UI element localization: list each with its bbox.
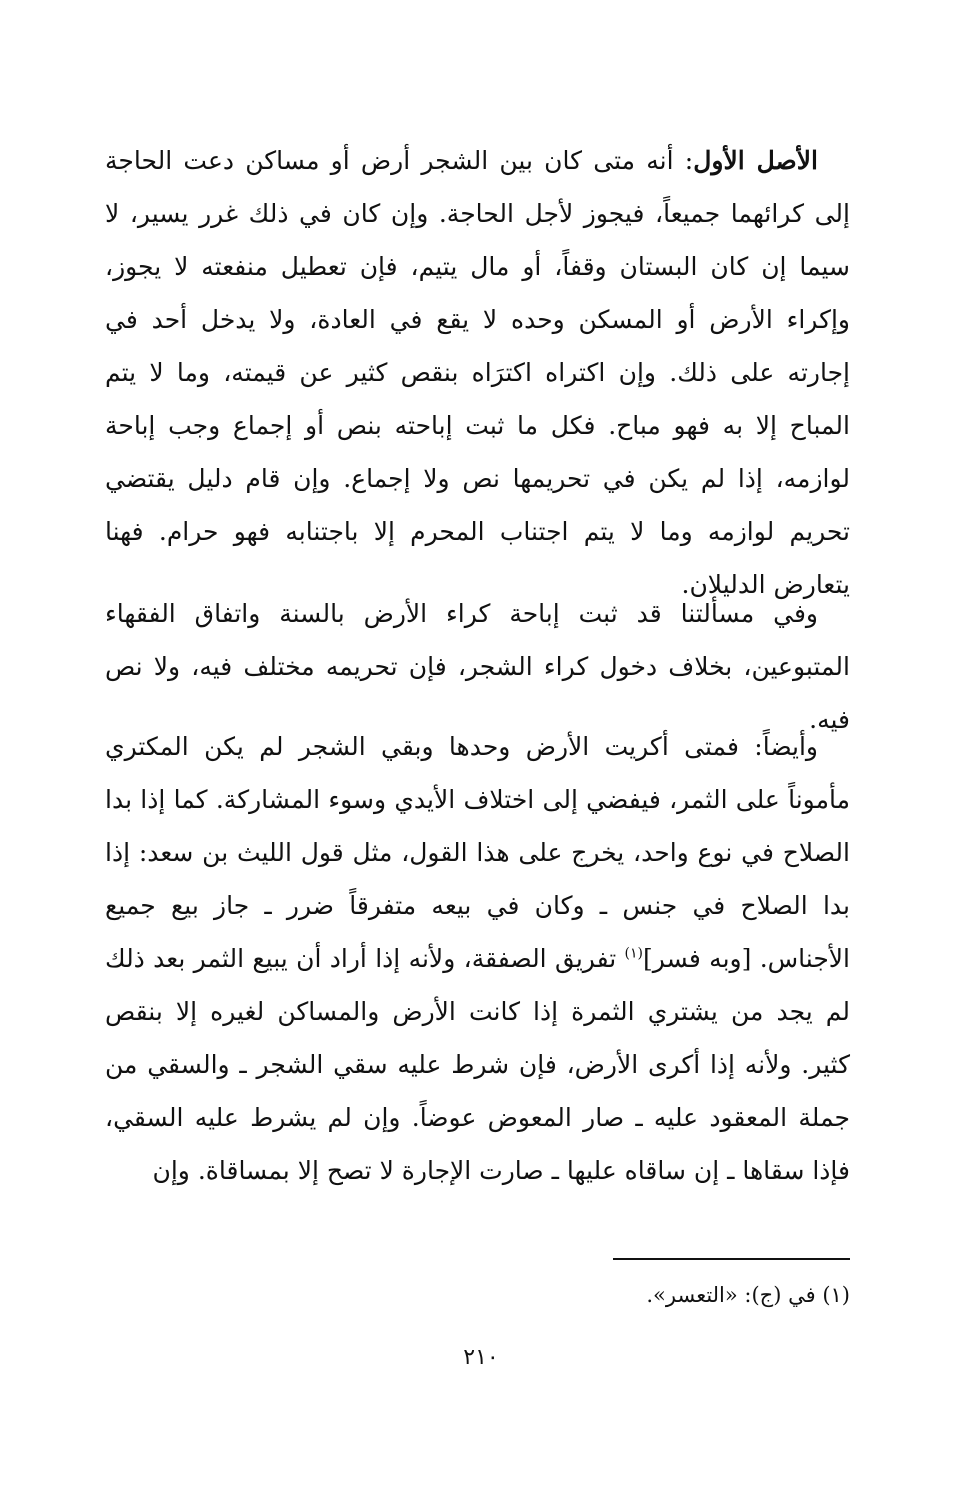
paragraph-2-text: وفي مسألتنا قد ثبت إباحة كراء الأرض بالسنة واتفاق الفقهاء المتبوعين، بخلاف دخول كراء الشجر، فإن تحريمه مختلف فيه، ولا نص فيه. — [105, 599, 850, 734]
paragraph-3-part-1: وأيضاً: فمتى أكريت الأرض وحدها وبقي الشجر لم يكن المكتري مأموناً على الثمر، فيفضي إلى اختلاف الأيدي وسوء المشاركة. كما إذا بدا الصلاح في نوع واحد، يخرج على هذا القول، مثل قول الليث بن سعد: إذا بدا الصلاح في جنس ـ وكان في بيعه متفرقاً ضرر ـ جاز بيع جميع الأجناس. [وبه فسر] — [105, 732, 851, 973]
section-heading: الأصل الأول — [693, 146, 818, 175]
paragraph-3 — [105, 720, 850, 1197]
paragraph-1-body: : أنه متى كان بين الشجر أرض أو مساكن دعت الحاجة إلى كرائهما جميعاً، فيجوز لأجل الحاجة. وإن كان في ذلك غرر يسير، لا سيما إن كان البستان وقفاً، أو مال يتيم، فإن تعطيل منفعته لا يجوز، وإكراء الأرض أو المسكن وحده لا يقع في العادة، ولا يدخل أحد في إجارته على ذلك. وإن اكتراه اكترَاه بنقص كثير عن قيمته، وما لا يتم المباح إلا به فهو مباح. فكل ما ثبت إباحته بنص أو إجماع وجب إباحة لوازمه، إذا لم يكن في تحريمها نص ولا إجماع. وإن قام دليل يقتضي تحريم لوازمه وما لا يتم اجتناب المحرم إلا باجتنابه فهو حرام. فهنا يتعارض الدليلان. — [105, 146, 850, 599]
paragraph-1-text — [105, 134, 850, 611]
page-number: ٢١٠ — [463, 1345, 499, 1370]
paragraph-3-part-2: تفريق الصفقة، ولأنه إذا أراد أن يبيع الثمر بعد ذلك لم يجد من يشتري الثمرة إذا كانت الأرض والمساكن لغيره إلا بنقص كثير. ولأنه إذا أكرى الأرض، فإن شرط عليه سقي الشجر ـ والسقي من جملة المعقود عليه ـ صار المعوض عوضاً. وإن لم يشرط عليه السقي، فإذا سقاها ـ إن ساقاه عليها ـ صارت الإجارة لا تصح إلا بمساقاة. وإن — [105, 944, 850, 1185]
footnote-divider — [613, 1258, 850, 1260]
paragraph-1 — [105, 134, 850, 611]
footnote-reference[interactable]: (١) — [624, 945, 644, 962]
footnote: (١) في (ج): «التعسر». — [646, 1283, 850, 1307]
paragraph-3-text — [105, 720, 850, 1197]
